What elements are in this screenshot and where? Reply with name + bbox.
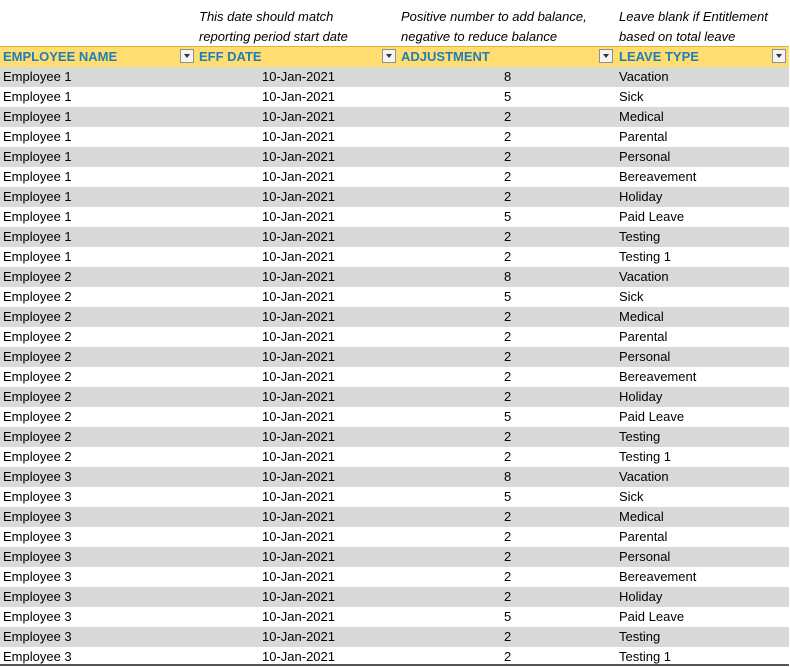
employee-name-cell[interactable]: Employee 3 [3, 529, 72, 544]
employee-name-cell[interactable]: Employee 3 [3, 629, 72, 644]
filter-dropdown-icon[interactable] [180, 49, 194, 63]
eff-date-cell[interactable]: 10-Jan-2021 [262, 389, 335, 404]
employee-name-cell[interactable]: Employee 2 [3, 389, 72, 404]
eff-date-cell[interactable]: 10-Jan-2021 [262, 169, 335, 184]
header-employee-name[interactable]: EMPLOYEE NAME [3, 49, 118, 64]
table-row [0, 327, 789, 347]
leave-type-cell[interactable]: Testing [619, 429, 661, 444]
employee-name-cell[interactable]: Employee 3 [3, 549, 72, 564]
leave-type-cell[interactable]: Parental [619, 129, 668, 144]
table-row [0, 247, 789, 267]
table-row [0, 487, 789, 507]
table-row [0, 227, 789, 247]
table-row [0, 427, 789, 447]
employee-name-cell[interactable]: Employee 1 [3, 109, 72, 124]
leave-type-cell[interactable]: Testing 1 [619, 449, 672, 464]
leave-type-cell[interactable]: Personal [619, 149, 671, 164]
adjustment-cell[interactable]: 2 [504, 629, 512, 644]
table-row [0, 187, 789, 207]
table-row [0, 167, 789, 187]
eff-date-cell[interactable]: 10-Jan-2021 [262, 549, 335, 564]
adjustment-cell[interactable]: 2 [504, 549, 512, 564]
employee-name-cell[interactable]: Employee 3 [3, 589, 72, 604]
table-row [0, 387, 789, 407]
adjustment-cell[interactable]: 2 [504, 649, 512, 664]
table-row [0, 627, 789, 647]
adjustment-cell[interactable]: 5 [504, 89, 512, 104]
adjustment-cell[interactable]: 2 [504, 589, 512, 604]
adjustment-cell[interactable]: 2 [504, 349, 512, 364]
eff-date-cell[interactable]: 10-Jan-2021 [262, 89, 335, 104]
eff-date-cell[interactable]: 10-Jan-2021 [262, 449, 335, 464]
note-line: This date should match [199, 9, 334, 24]
employee-name-cell[interactable]: Employee 3 [3, 469, 72, 484]
adjustment-cell[interactable]: 5 [504, 289, 512, 304]
table-row [0, 347, 789, 367]
employee-name-cell[interactable]: Employee 1 [3, 189, 72, 204]
employee-name-cell[interactable]: Employee 2 [3, 449, 72, 464]
table-row [0, 87, 789, 107]
eff-date-cell[interactable]: 10-Jan-2021 [262, 349, 335, 364]
eff-date-note [199, 7, 348, 47]
leave-type-cell[interactable]: Vacation [619, 469, 669, 484]
adjustment-cell[interactable]: 2 [504, 529, 512, 544]
filter-dropdown-icon[interactable] [772, 49, 786, 63]
leave-type-cell[interactable]: Personal [619, 549, 671, 564]
eff-date-cell[interactable]: 10-Jan-2021 [262, 489, 335, 504]
table-header-row [0, 46, 789, 67]
leave-type-cell[interactable]: Paid Leave [619, 609, 685, 624]
table-row [0, 267, 789, 287]
leave-type-cell[interactable]: Sick [619, 289, 644, 304]
eff-date-cell[interactable]: 10-Jan-2021 [262, 369, 335, 384]
eff-date-cell[interactable]: 10-Jan-2021 [262, 269, 335, 284]
employee-name-cell[interactable]: Employee 1 [3, 129, 72, 144]
eff-date-cell[interactable]: 10-Jan-2021 [262, 149, 335, 164]
adjustment-cell[interactable]: 2 [504, 109, 512, 124]
table-row [0, 67, 789, 87]
employee-name-cell[interactable]: Employee 1 [3, 229, 72, 244]
filter-dropdown-icon[interactable] [382, 49, 396, 63]
leave-type-cell[interactable]: Holiday [619, 189, 663, 204]
table-row [0, 307, 789, 327]
eff-date-cell[interactable]: 10-Jan-2021 [262, 249, 335, 264]
eff-date-cell[interactable]: 10-Jan-2021 [262, 109, 335, 124]
leave-type-cell[interactable]: Sick [619, 489, 644, 504]
adjustment-cell[interactable]: 2 [504, 149, 512, 164]
leave-type-cell[interactable]: Medical [619, 109, 664, 124]
eff-date-cell[interactable]: 10-Jan-2021 [262, 309, 335, 324]
employee-name-cell[interactable]: Employee 2 [3, 369, 72, 384]
table-row [0, 147, 789, 167]
eff-date-cell[interactable]: 10-Jan-2021 [262, 629, 335, 644]
leave-type-cell[interactable]: Parental [619, 329, 668, 344]
eff-date-cell[interactable]: 10-Jan-2021 [262, 229, 335, 244]
leave-type-note [619, 7, 768, 47]
adjustment-cell[interactable]: 2 [504, 129, 512, 144]
eff-date-cell[interactable]: 10-Jan-2021 [262, 589, 335, 604]
adjustment-cell[interactable]: 2 [504, 169, 512, 184]
eff-date-cell[interactable]: 10-Jan-2021 [262, 429, 335, 444]
eff-date-cell[interactable]: 10-Jan-2021 [262, 189, 335, 204]
adjustment-cell[interactable]: 2 [504, 329, 512, 344]
table-row [0, 407, 789, 427]
employee-name-cell[interactable]: Employee 3 [3, 509, 72, 524]
adjustment-cell[interactable]: 5 [504, 409, 512, 424]
employee-name-cell[interactable]: Employee 2 [3, 349, 72, 364]
adjustment-cell[interactable]: 2 [504, 189, 512, 204]
leave-type-cell[interactable]: Vacation [619, 269, 669, 284]
table-body [0, 67, 789, 667]
adjustment-note [401, 7, 587, 47]
leave-type-cell[interactable]: Testing 1 [619, 649, 672, 664]
adjustment-cell[interactable]: 2 [504, 229, 512, 244]
table-row [0, 567, 789, 587]
employee-name-cell[interactable]: Employee 2 [3, 329, 72, 344]
table-row [0, 107, 789, 127]
table-row [0, 527, 789, 547]
employee-name-cell[interactable]: Employee 1 [3, 169, 72, 184]
employee-name-cell[interactable]: Employee 2 [3, 269, 72, 284]
table-row [0, 587, 789, 607]
leave-type-cell[interactable]: Holiday [619, 389, 663, 404]
eff-date-cell[interactable]: 10-Jan-2021 [262, 469, 335, 484]
leave-type-cell[interactable]: Personal [619, 349, 671, 364]
adjustment-cell[interactable]: 8 [504, 69, 512, 84]
employee-name-cell[interactable]: Employee 2 [3, 289, 72, 304]
adjustment-cell[interactable]: 5 [504, 489, 512, 504]
adjustment-cell[interactable]: 5 [504, 209, 512, 224]
employee-name-cell[interactable]: Employee 1 [3, 69, 72, 84]
note-line: Leave blank if Entitlement [619, 9, 768, 24]
eff-date-cell[interactable]: 10-Jan-2021 [262, 329, 335, 344]
leave-type-cell[interactable]: Paid Leave [619, 209, 685, 224]
table-row [0, 287, 789, 307]
adjustment-cell[interactable]: 2 [504, 369, 512, 384]
employee-name-cell[interactable]: Employee 1 [3, 249, 72, 264]
table-row [0, 507, 789, 527]
adjustment-cell[interactable]: 2 [504, 389, 512, 404]
adjustment-cell[interactable]: 2 [504, 249, 512, 264]
employee-name-cell[interactable]: Employee 2 [3, 429, 72, 444]
eff-date-cell[interactable]: 10-Jan-2021 [262, 409, 335, 424]
table-row [0, 207, 789, 227]
note-line: based on total leave [619, 29, 736, 44]
note-line: Positive number to add balance, [401, 9, 587, 24]
eff-date-cell[interactable]: 10-Jan-2021 [262, 289, 335, 304]
employee-name-cell[interactable]: Employee 2 [3, 409, 72, 424]
adjustment-cell[interactable]: 8 [504, 469, 512, 484]
adjustment-cell[interactable]: 8 [504, 269, 512, 284]
table-row [0, 127, 789, 147]
leave-type-cell[interactable]: Parental [619, 529, 668, 544]
table-row [0, 547, 789, 567]
leave-type-cell[interactable]: Bereavement [619, 369, 697, 384]
leave-type-cell[interactable]: Medical [619, 309, 664, 324]
employee-name-cell[interactable]: Employee 1 [3, 209, 72, 224]
header-adjustment[interactable]: ADJUSTMENT [401, 49, 490, 64]
header-leave-type[interactable]: LEAVE TYPE [619, 49, 699, 64]
employee-name-cell[interactable]: Employee 1 [3, 89, 72, 104]
eff-date-cell[interactable]: 10-Jan-2021 [262, 129, 335, 144]
eff-date-cell[interactable]: 10-Jan-2021 [262, 649, 335, 664]
adjustment-cell[interactable]: 2 [504, 429, 512, 444]
leave-type-cell[interactable]: Testing 1 [619, 249, 672, 264]
eff-date-cell[interactable]: 10-Jan-2021 [262, 569, 335, 584]
leave-type-cell[interactable]: Holiday [619, 589, 663, 604]
leave-type-cell[interactable]: Vacation [619, 69, 669, 84]
adjustment-cell[interactable]: 2 [504, 449, 512, 464]
note-line: negative to reduce balance [401, 29, 558, 44]
employee-name-cell[interactable]: Employee 3 [3, 569, 72, 584]
leave-type-cell[interactable]: Testing [619, 629, 661, 644]
eff-date-cell[interactable]: 10-Jan-2021 [262, 509, 335, 524]
leave-type-cell[interactable]: Medical [619, 509, 664, 524]
table-row [0, 447, 789, 467]
adjustment-cell[interactable]: 2 [504, 309, 512, 324]
note-line: reporting period start date [199, 29, 348, 44]
adjustment-cell[interactable]: 5 [504, 609, 512, 624]
eff-date-cell[interactable]: 10-Jan-2021 [262, 529, 335, 544]
employee-name-cell[interactable]: Employee 2 [3, 309, 72, 324]
header-eff-date[interactable]: EFF DATE [199, 49, 262, 64]
table-row [0, 367, 789, 387]
employee-name-cell[interactable]: Employee 3 [3, 609, 72, 624]
eff-date-cell[interactable]: 10-Jan-2021 [262, 209, 335, 224]
employee-name-cell[interactable]: Employee 3 [3, 489, 72, 504]
adjustment-cell[interactable]: 2 [504, 569, 512, 584]
table-row [0, 607, 789, 627]
table-row [0, 467, 789, 487]
leave-type-cell[interactable]: Bereavement [619, 169, 697, 184]
leave-type-cell[interactable]: Paid Leave [619, 409, 685, 424]
leave-type-cell[interactable]: Sick [619, 89, 644, 104]
leave-type-cell[interactable]: Bereavement [619, 569, 697, 584]
eff-date-cell[interactable]: 10-Jan-2021 [262, 69, 335, 84]
eff-date-cell[interactable]: 10-Jan-2021 [262, 609, 335, 624]
employee-name-cell[interactable]: Employee 1 [3, 149, 72, 164]
column-notes [0, 0, 790, 46]
employee-name-cell[interactable]: Employee 3 [3, 649, 72, 664]
filter-dropdown-icon[interactable] [599, 49, 613, 63]
adjustment-cell[interactable]: 2 [504, 509, 512, 524]
table-bottom-border [0, 664, 789, 666]
leave-type-cell[interactable]: Testing [619, 229, 661, 244]
